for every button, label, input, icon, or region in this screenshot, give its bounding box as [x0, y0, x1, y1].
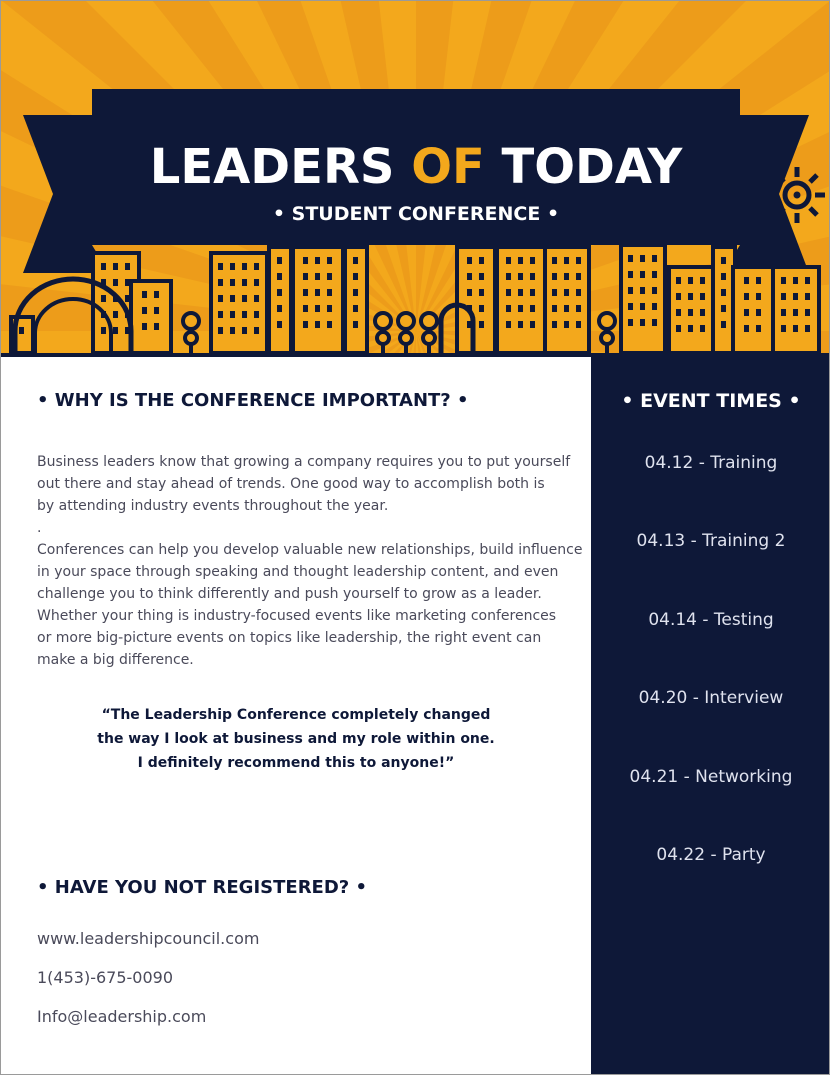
building-window — [230, 263, 235, 270]
body-line: or more big-picture events on topics like leadership, the right event can — [37, 630, 542, 646]
body-line: Business leaders know that growing a company requires you to put yourself — [37, 454, 571, 470]
event-item: 04.13 - Training 2 — [636, 531, 786, 551]
building-window — [805, 293, 810, 300]
building — [131, 281, 171, 353]
building-window — [254, 279, 259, 286]
building-window — [721, 273, 726, 280]
building-window — [781, 309, 786, 316]
building-window — [506, 273, 511, 280]
building-window — [676, 309, 681, 316]
website-link[interactable]: www.leadershipcouncil.com — [37, 929, 260, 948]
building-window — [242, 279, 247, 286]
building-window — [467, 257, 472, 264]
building-window — [564, 305, 569, 312]
building-window — [721, 289, 726, 296]
building-window — [700, 309, 705, 316]
building-window — [518, 305, 523, 312]
building-window — [721, 305, 726, 312]
building-window — [652, 319, 657, 326]
building-window — [230, 279, 235, 286]
building-window — [640, 303, 645, 310]
building-window — [552, 289, 557, 296]
building-window — [254, 263, 259, 270]
building-window — [101, 295, 106, 302]
building-window — [353, 289, 358, 296]
building-window — [19, 327, 24, 334]
building-window — [277, 273, 282, 280]
importance-heading: • WHY IS THE CONFERENCE IMPORTANT? • — [37, 390, 469, 411]
building-window — [230, 327, 235, 334]
tree-icon — [183, 313, 199, 329]
building-window — [676, 325, 681, 332]
building-window — [315, 305, 320, 312]
quote-line: the way I look at business and my role within one. — [97, 731, 495, 747]
building-window — [353, 257, 358, 264]
building-window — [640, 255, 645, 262]
building-window — [327, 257, 332, 264]
register-heading: • HAVE YOU NOT REGISTERED? • — [37, 877, 368, 898]
building-window — [303, 273, 308, 280]
building-window — [744, 277, 749, 284]
building-window — [479, 257, 484, 264]
building-window — [218, 327, 223, 334]
building-window — [552, 305, 557, 312]
building-window — [576, 321, 581, 328]
building-window — [242, 295, 247, 302]
building-window — [254, 311, 259, 318]
building-window — [518, 273, 523, 280]
building-window — [628, 287, 633, 294]
building-window — [640, 319, 645, 326]
building-window — [303, 321, 308, 328]
building-window — [640, 271, 645, 278]
building-window — [113, 263, 118, 270]
building-window — [479, 273, 484, 280]
building-window — [327, 321, 332, 328]
building-window — [652, 287, 657, 294]
building-window — [315, 257, 320, 264]
building-window — [327, 273, 332, 280]
building-window — [467, 273, 472, 280]
header-illustration — [1, 1, 830, 357]
building-window — [564, 321, 569, 328]
building-window — [628, 319, 633, 326]
building-window — [154, 323, 159, 330]
tree-icon — [400, 332, 412, 344]
building-window — [564, 273, 569, 280]
building-window — [688, 277, 693, 284]
building-window — [793, 325, 798, 332]
phone-number[interactable]: 1(453)-675-0090 — [37, 968, 174, 987]
building-window — [793, 293, 798, 300]
building-window — [353, 305, 358, 312]
building-window — [688, 293, 693, 300]
body-line: in your space through speaking and thought leadership content, and even — [37, 564, 559, 580]
body-line: challenge you to think differently and push yourself to grow as a leader. — [37, 586, 542, 602]
building-window — [315, 289, 320, 296]
building-window — [652, 271, 657, 278]
building-window — [113, 311, 118, 318]
building-window — [721, 257, 726, 264]
building-window — [242, 263, 247, 270]
building-window — [805, 325, 810, 332]
building-window — [353, 321, 358, 328]
building-window — [101, 263, 106, 270]
event-times-panel — [591, 357, 830, 1075]
tree-icon — [185, 332, 197, 344]
tree-icon — [377, 332, 389, 344]
building-window — [530, 273, 535, 280]
building-window — [640, 287, 645, 294]
building-window — [744, 309, 749, 316]
building-window — [518, 289, 523, 296]
event-times-heading: • EVENT TIMES • — [621, 390, 801, 412]
building-window — [242, 311, 247, 318]
building-window — [242, 327, 247, 334]
building-window — [564, 289, 569, 296]
building-window — [277, 321, 282, 328]
building-window — [756, 309, 761, 316]
building-window — [530, 321, 535, 328]
event-item: 04.14 - Testing — [648, 610, 774, 630]
body-line: make a big difference. — [37, 652, 194, 668]
building-window — [781, 293, 786, 300]
tree-icon — [599, 313, 615, 329]
building-window — [628, 303, 633, 310]
tree-icon — [601, 332, 613, 344]
building-window — [793, 309, 798, 316]
main-content — [1, 357, 591, 1075]
building-window — [700, 325, 705, 332]
building-window — [652, 303, 657, 310]
body-line: Whether your thing is industry-focused events like marketing conferences — [37, 608, 557, 624]
building-window — [277, 289, 282, 296]
quote-line: “The Leadership Conference completely changed — [101, 707, 491, 723]
building-window — [327, 289, 332, 296]
importance-body — [37, 451, 583, 671]
building-window — [479, 321, 484, 328]
building-window — [230, 311, 235, 318]
building-window — [576, 305, 581, 312]
building-window — [530, 305, 535, 312]
building-window — [277, 257, 282, 264]
building-window — [781, 277, 786, 284]
building-window — [756, 293, 761, 300]
building-window — [142, 307, 147, 314]
email-link[interactable]: Info@leadership.com — [37, 1007, 207, 1026]
building-window — [142, 323, 147, 330]
building-window — [327, 305, 332, 312]
building-window — [154, 307, 159, 314]
building-window — [756, 277, 761, 284]
building-window — [154, 291, 159, 298]
building-window — [506, 289, 511, 296]
building-window — [518, 257, 523, 264]
building-window — [353, 273, 358, 280]
building-window — [700, 293, 705, 300]
building-window — [721, 321, 726, 328]
building-window — [518, 321, 523, 328]
building-window — [576, 257, 581, 264]
building-window — [303, 289, 308, 296]
building-window — [101, 327, 106, 334]
building-window — [688, 325, 693, 332]
building-window — [142, 291, 147, 298]
event-item: 04.22 - Party — [656, 845, 766, 865]
building — [457, 247, 495, 353]
building-window — [506, 305, 511, 312]
building-window — [628, 271, 633, 278]
building-window — [744, 293, 749, 300]
building-window — [113, 327, 118, 334]
building-window — [303, 305, 308, 312]
title-part-2: TODAY — [484, 139, 683, 195]
building-window — [744, 325, 749, 332]
title-banner — [92, 89, 740, 245]
building-window — [756, 325, 761, 332]
building-window — [700, 277, 705, 284]
building-window — [254, 295, 259, 302]
page-title — [92, 137, 740, 197]
building — [733, 267, 773, 353]
body-line: . — [37, 520, 42, 536]
building-window — [218, 311, 223, 318]
building-window — [781, 325, 786, 332]
tree-icon — [423, 332, 435, 344]
building-window — [230, 295, 235, 302]
building-window — [552, 257, 557, 264]
building-window — [467, 289, 472, 296]
building-window — [530, 289, 535, 296]
building-window — [676, 293, 681, 300]
title-accent: OF — [411, 139, 485, 195]
building-window — [315, 321, 320, 328]
building-window — [552, 273, 557, 280]
building-window — [218, 279, 223, 286]
building-window — [218, 263, 223, 270]
page-subtitle: • STUDENT CONFERENCE • — [272, 203, 560, 225]
building-window — [628, 255, 633, 262]
body-line: Conferences can help you develop valuable new relationships, build influence — [37, 542, 583, 558]
event-item: 04.20 - Interview — [638, 688, 784, 708]
building-window — [113, 279, 118, 286]
building-window — [506, 257, 511, 264]
building-window — [688, 309, 693, 316]
body-line: by attending industry events throughout the year. — [37, 498, 389, 514]
building-window — [303, 257, 308, 264]
building-window — [552, 321, 557, 328]
building-window — [506, 321, 511, 328]
building-window — [218, 295, 223, 302]
testimonial-quote — [41, 703, 551, 775]
building-window — [576, 273, 581, 280]
building-window — [479, 289, 484, 296]
building-window — [564, 257, 569, 264]
building-window — [254, 327, 259, 334]
tree-icon — [421, 313, 437, 329]
building-window — [576, 289, 581, 296]
body-line: out there and stay ahead of trends. One good way to accomplish both is — [37, 476, 545, 492]
tree-icon — [375, 313, 391, 329]
building-window — [277, 305, 282, 312]
building-window — [805, 309, 810, 316]
tree-icon — [398, 313, 414, 329]
building-window — [479, 305, 484, 312]
sun-icon — [769, 167, 825, 223]
building-window — [652, 255, 657, 262]
event-item: 04.21 - Networking — [629, 767, 793, 787]
building-window — [530, 257, 535, 264]
building-window — [315, 273, 320, 280]
quote-line: I definitely recommend this to anyone!” — [137, 755, 455, 771]
event-item: 04.12 - Training — [644, 453, 778, 473]
building-window — [676, 277, 681, 284]
building-window — [805, 277, 810, 284]
building-window — [793, 277, 798, 284]
title-part-1: LEADERS — [149, 139, 412, 195]
building-window — [125, 263, 130, 270]
